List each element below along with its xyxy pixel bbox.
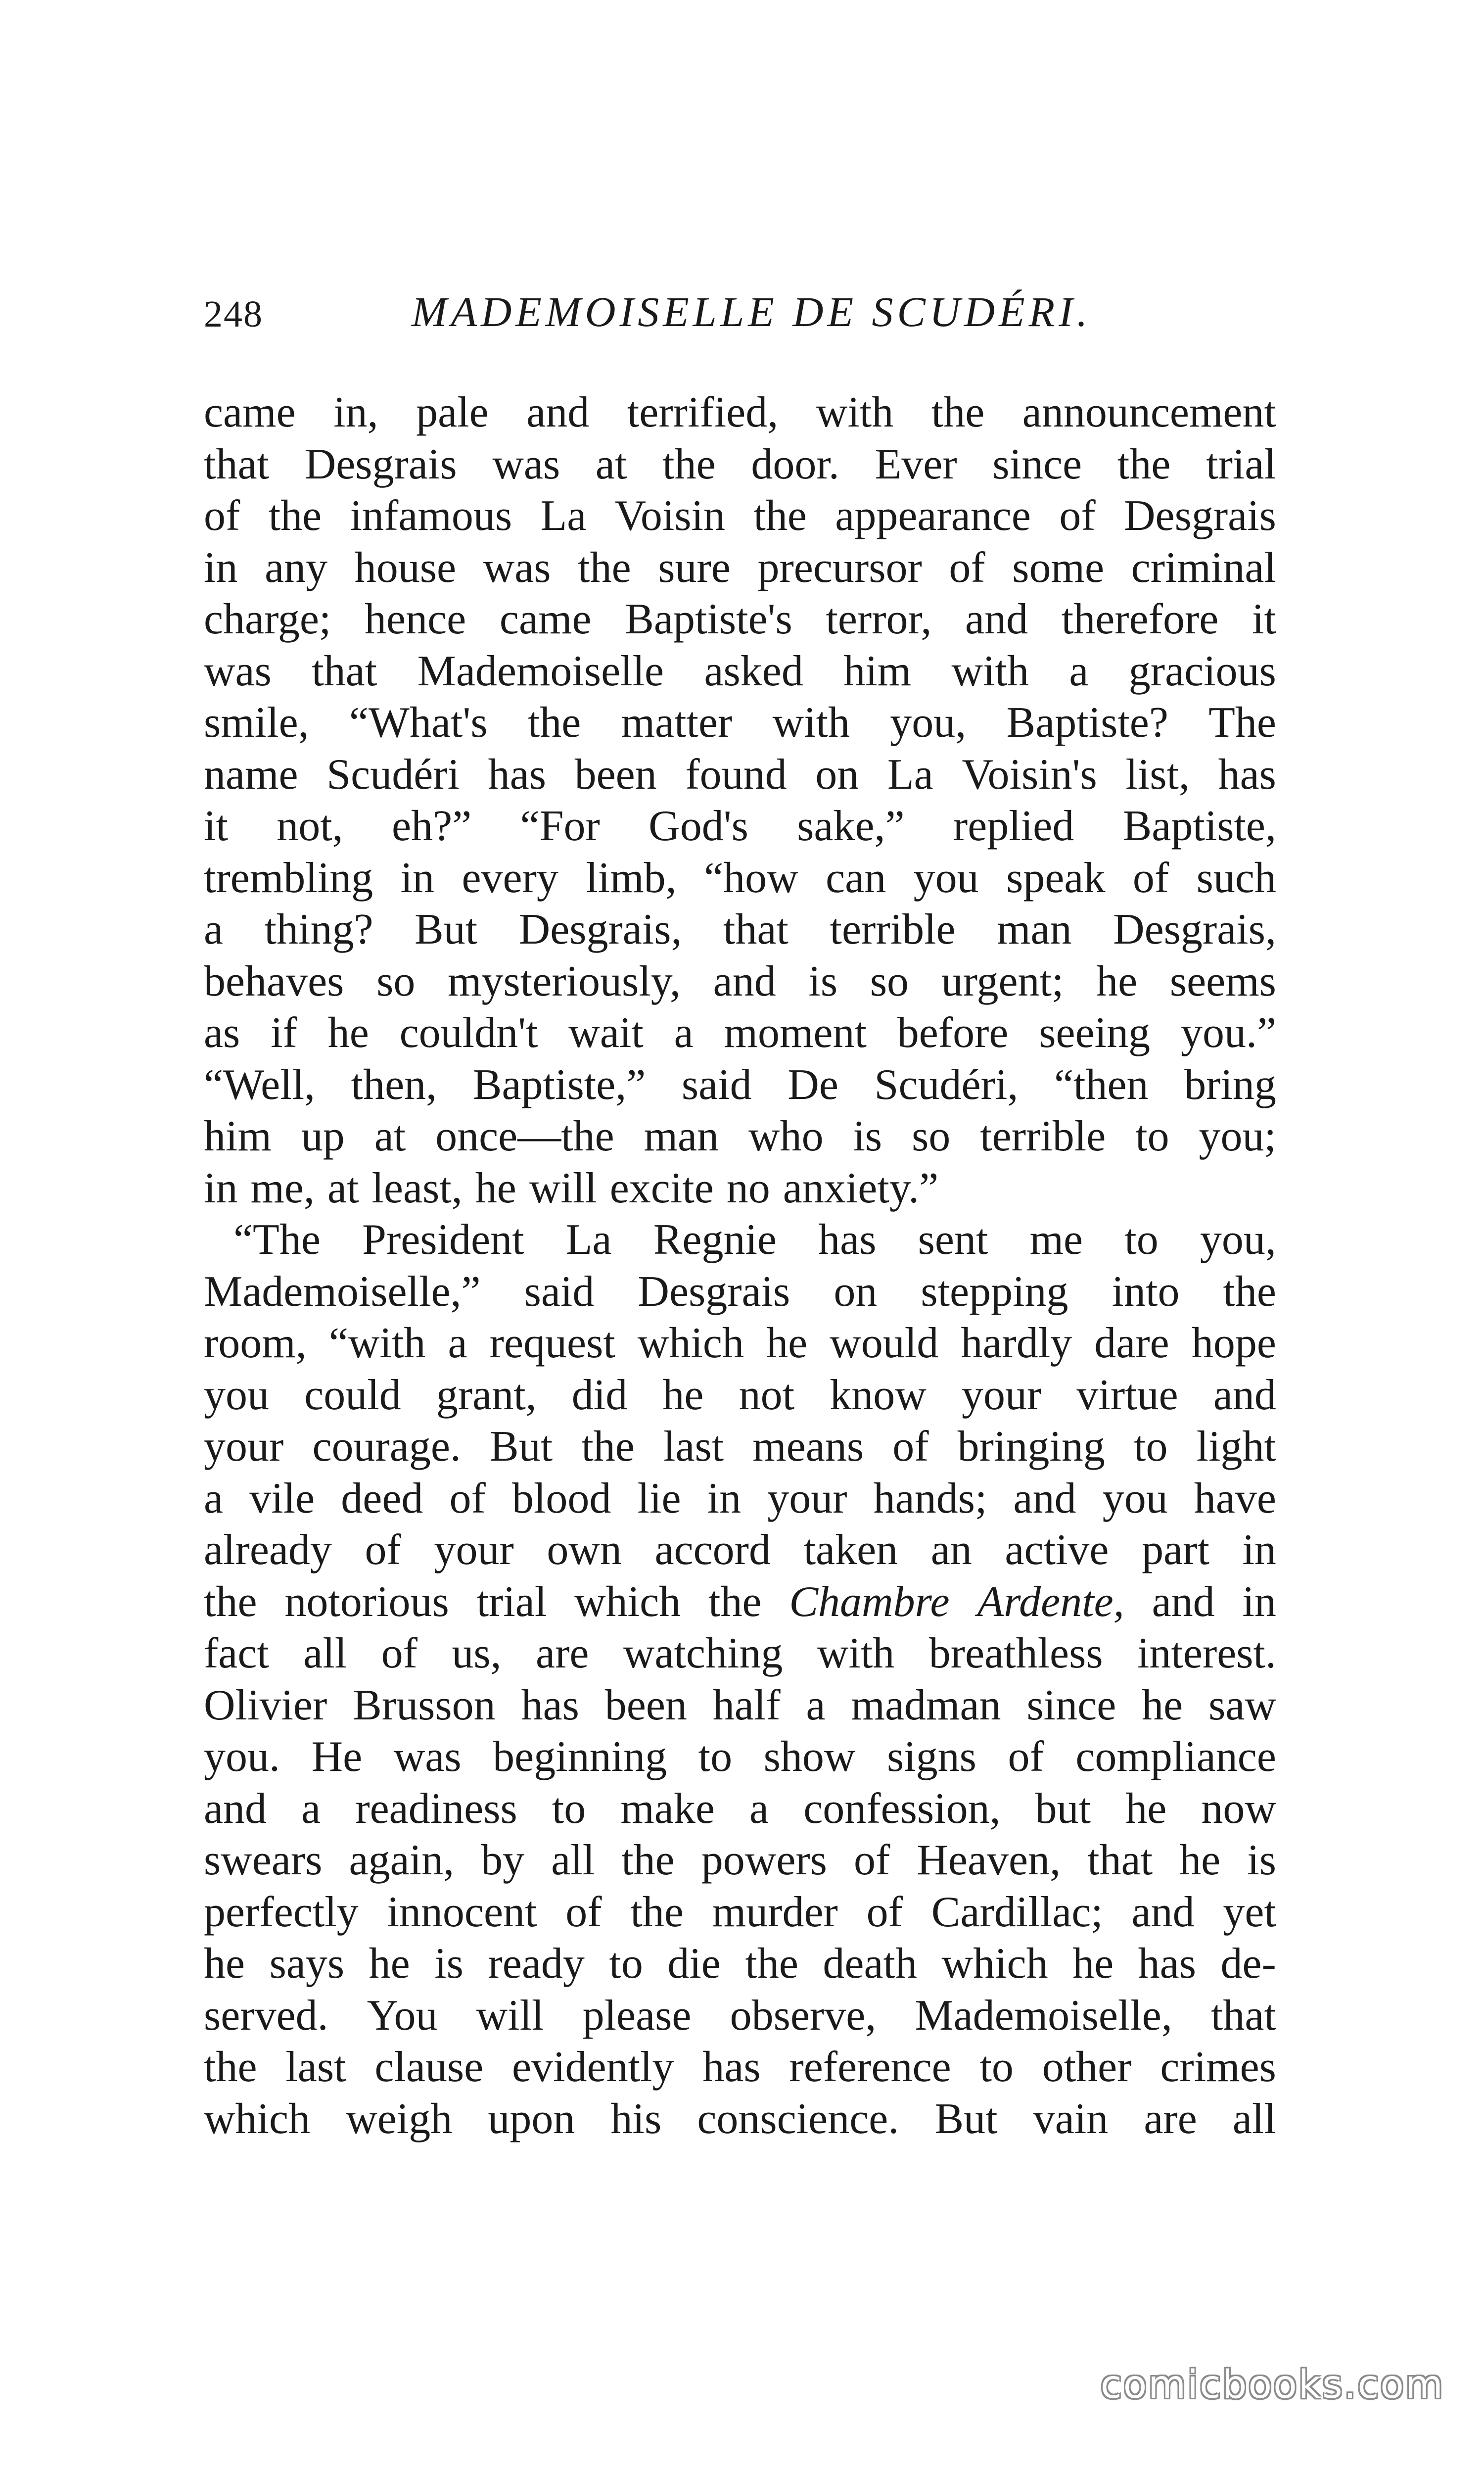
text-line: in any house was the sure precursor of some criminal — [204, 543, 1276, 592]
text-line: already of your own accord taken an active part in — [204, 1526, 1276, 1574]
text-line: room, “with a request which he would hardly dare hope — [204, 1319, 1276, 1367]
text-line: fact all of us, are watching with breathless interest. — [204, 1629, 1276, 1677]
text-line: behaves so mysteriously, and is so urgent; he seems — [204, 957, 1276, 1005]
text-line: name Scudéri has been found on La Voisin's list, has — [204, 750, 1276, 799]
text-line: your courage. But the last means of bringing to light — [204, 1423, 1276, 1471]
running-title: MADEMOISELLE DE SCUDÉRI. — [412, 288, 1092, 335]
text-line: swears again, by all the powers of Heaven, that he is — [204, 1836, 1276, 1884]
running-head — [204, 287, 1292, 341]
text-line: “Well, then, Baptiste,” said De Scudéri, “then bring — [204, 1060, 1276, 1109]
text-line: and a readiness to make a confession, but he now — [204, 1784, 1276, 1833]
text-line: the last clause evidently has reference to other crimes — [204, 2043, 1276, 2091]
text-line: the notorious trial which the Chambre Ardente, and in — [204, 1577, 1276, 1626]
watermark: comicbooks.com — [1100, 2363, 1444, 2407]
text-line: you could grant, did he not know your virtue and — [204, 1371, 1276, 1419]
body-text — [204, 387, 1276, 2145]
text-line: a vile deed of blood lie in your hands; and you have — [204, 1474, 1276, 1522]
text-line: him up at once—the man who is so terrible to you; — [204, 1112, 1276, 1160]
text-line: of the infamous La Voisin the appearance of Desgrais — [204, 492, 1276, 540]
text-line: it not, eh?” “For God's sake,” replied Baptiste, — [204, 802, 1276, 850]
text-line: served. You will please observe, Mademoiselle, that — [204, 1991, 1276, 2040]
text-line: in me, at least, he will excite no anxiety.” — [204, 1164, 939, 1212]
text-line: came in, pale and terrified, with the announcement — [204, 388, 1276, 436]
text-line: you. He was beginning to show signs of compliance — [204, 1733, 1276, 1781]
text-line: that Desgrais was at the door. Ever since the trial — [204, 440, 1276, 488]
text-line: charge; hence came Baptiste's terror, and therefore it — [204, 595, 1276, 643]
page-number: 248 — [204, 293, 263, 335]
text-line: a thing? But Desgrais, that terrible man Desgrais, — [204, 905, 1276, 953]
text-line: Olivier Brusson has been half a madman since he saw — [204, 1681, 1276, 1729]
text-line: trembling in every limb, “how can you speak of such — [204, 854, 1276, 902]
text-line: as if he couldn't wait a moment before seeing you.” — [204, 1009, 1276, 1057]
text-line: smile, “What's the matter with you, Baptiste? The — [204, 699, 1276, 747]
text-line: “The President La Regnie has sent me to you, — [233, 1216, 1276, 1264]
text-line: he says he is ready to die the death which he has de- — [204, 1940, 1276, 1988]
text-line: perfectly innocent of the murder of Cardillac; and yet — [204, 1888, 1276, 1936]
text-line: which weigh upon his conscience. But vain are all — [204, 2094, 1276, 2143]
text-line: Mademoiselle,” said Desgrais on stepping into the — [204, 1267, 1276, 1316]
text-line: was that Mademoiselle asked him with a gracious — [204, 647, 1276, 695]
